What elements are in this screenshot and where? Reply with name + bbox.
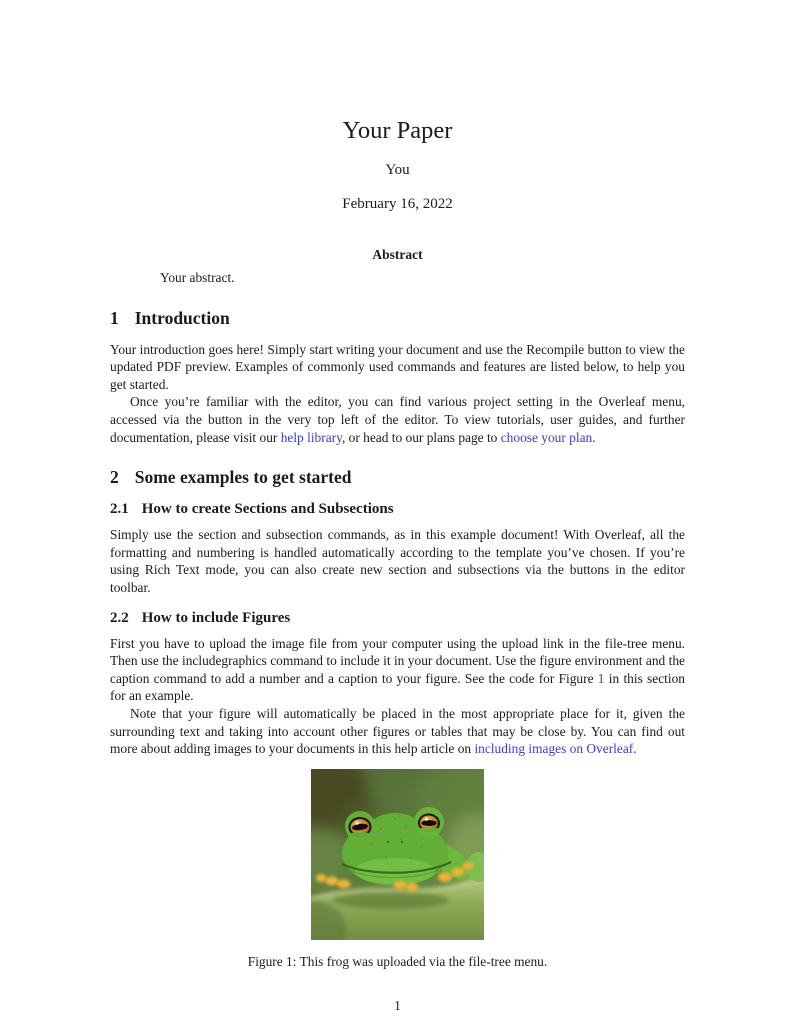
text-run: , or head to our plans page to [341,429,501,445]
paper-date: February 16, 2022 [342,196,453,212]
figures-paragraph-1 [110,635,685,705]
page-number: 1 [394,997,401,1013]
text-run: in this section for an example. [110,670,685,704]
abstract-text: Your abstract. [160,270,235,285]
paper-title: Your Paper [342,117,453,144]
subsection-2-1-heading [110,500,685,518]
choose-your-plan-link[interactable]: choose your plan [500,429,593,445]
subsection-2-2-heading [110,609,685,627]
figure-1-caption: Figure 1: This frog was uploaded via the file-tree menu. [247,953,548,969]
text-run: . [633,741,637,757]
intro-paragraph-1: Your introduction goes here! Simply start writing your document and use the Recompile button to view the updated PDF preview. Examples of commonly used commands and features are listed below, to help you get started. [110,341,685,392]
figures-paragraph-2 [110,705,685,758]
section-2-number: 2 [110,467,119,488]
section-2-title: Some examples to get started [134,467,352,488]
intro-paragraph-2 [110,393,685,446]
figure-1-reference-link[interactable]: 1 [597,670,605,686]
subsection-2-2-title: How to include Figures [141,609,291,626]
abstract-heading: Abstract [372,247,423,262]
section-1-title: Introduction [134,307,230,328]
text-run: Once you’re familiar with the editor, you can find various project setting in the Overleaf menu, accessed via the button in the very top left of the editor. To view tutorials, user guides, and further documentation, please visit our [110,394,685,445]
subsection-2-1-number: 2.1 [110,501,129,518]
including-images-link[interactable]: including images on Overleaf [474,741,634,757]
document-body [110,0,685,1014]
section-1-heading [110,308,685,328]
section-2-heading [110,467,685,487]
subsection-2-2-number: 2.2 [110,609,129,626]
paper-author: You [385,162,410,178]
sections-paragraph: Simply use the section and subsection commands, as in this example document! With Overleaf, all the formatting and numbering is handled automatically according to the template you’ve chosen. If you’re using Rich Text mode, you can also create new section and subsections via the buttons in the editor toolbar. [110,527,685,595]
section-1-number: 1 [110,307,119,328]
figure-1 [110,769,685,940]
text-run: First you have to upload the image file from your computer using the upload link in the file-tree menu. Then use the includegraphics command to include it in your document. Use the figure environment and the caption command to add a number and a caption to your figure. See the code for Figure [110,635,685,686]
text-run: . [592,429,596,445]
frog-photo [311,769,484,940]
help-library-link[interactable]: help library [280,429,342,445]
text-run: Note that your figure will automatically be placed in the most appropriate place for it, given the surrounding text and taking into account other figures or tables that may be close by. You can find out more about adding images to your documents in this help article on [110,705,685,757]
subsection-2-1-title: How to create Sections and Subsections [141,501,394,518]
